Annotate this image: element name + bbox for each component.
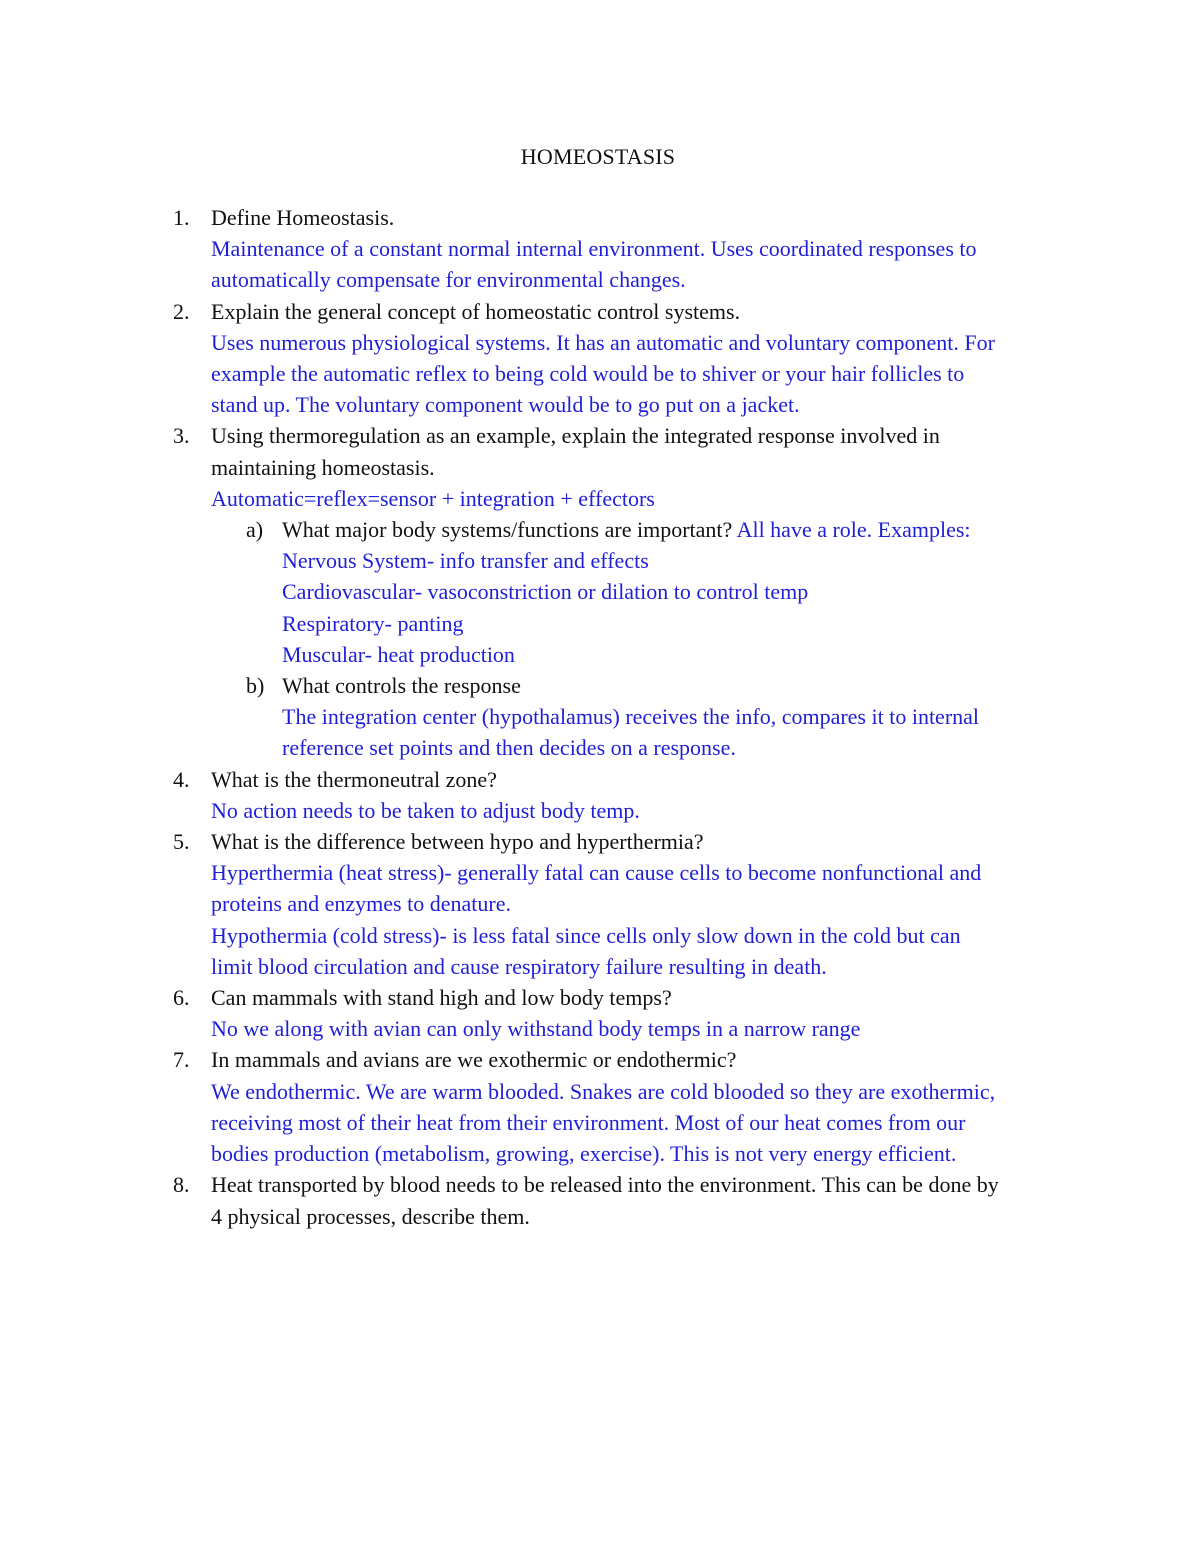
sub-question-list	[211, 514, 1071, 764]
document-title: HOMEOSTASIS	[520, 144, 676, 169]
sub-question-letter: a)	[246, 517, 264, 543]
sub-question-line	[282, 670, 1071, 701]
answer-text: Hyperthermia (heat stress)- generally fatal can cause cells to become nonfunctional and	[211, 860, 982, 886]
question-item	[173, 202, 1071, 296]
question-number: 1.	[173, 205, 190, 230]
answer-text: Respiratory- panting	[282, 610, 464, 636]
answer-text: Maintenance of a constant normal internal environment. Uses coordinated responses to	[211, 236, 977, 262]
question-text: Define Homeostasis.	[211, 205, 395, 230]
answer-text: receiving most of their heat from their environment. Most of our heat comes from our	[211, 1109, 966, 1135]
answer-text: No we along with avian can only withstand body temps in a narrow range	[211, 1016, 861, 1042]
question-text: What is the difference between hypo and hyperthermia?	[211, 829, 704, 855]
answer-text: Automatic=reflex=sensor + integration + effectors	[211, 485, 655, 511]
question-list	[173, 202, 1071, 1232]
question-item	[173, 982, 1071, 1044]
answer-text: automatically compensate for environmental changes.	[211, 267, 686, 293]
answer-text: Muscular- heat production	[282, 641, 515, 667]
question-text: 4 physical processes, describe them.	[211, 1203, 530, 1229]
answer-text: No action needs to be taken to adjust body temp.	[211, 797, 640, 823]
answer-text: We endothermic. We are warm blooded. Snakes are cold blooded so they are exothermic,	[211, 1078, 996, 1104]
sub-question-text: What controls the response	[282, 673, 521, 699]
sub-question-letter: b)	[246, 673, 265, 699]
question-number: 8.	[173, 1172, 190, 1198]
answer-text: The integration center (hypothalamus) receives the info, compares it to internal	[282, 704, 980, 730]
sub-question-line	[282, 514, 1071, 545]
question-text: Can mammals with stand high and low body temps?	[211, 985, 672, 1011]
question-text: Explain the general concept of homeostatic control systems.	[211, 298, 741, 324]
answer-text: example the automatic reflex to being cold would be to shiver or your hair follicles to	[211, 361, 965, 387]
sub-question-text: What major body systems/functions are important?	[282, 517, 733, 543]
question-item	[173, 1169, 1071, 1231]
answer-text: bodies production (metabolism, growing, exercise). This is not very energy efficient.	[211, 1141, 957, 1167]
question-item	[173, 420, 1071, 763]
answer-text: proteins and enzymes to denature.	[211, 891, 511, 917]
question-item	[173, 1044, 1071, 1169]
answer-text: reference set points and then decides on a response.	[282, 735, 736, 761]
question-item	[173, 826, 1071, 982]
sub-question-item	[211, 670, 1071, 764]
question-item	[173, 764, 1071, 826]
question-number: 2.	[173, 298, 190, 324]
question-text: What is the thermoneutral zone?	[211, 766, 497, 792]
sub-question-item	[211, 514, 1071, 670]
question-number: 3.	[173, 423, 190, 449]
question-text: Using thermoregulation as an example, explain the integrated response involved in	[211, 423, 940, 449]
question-item	[173, 296, 1071, 421]
answer-text: limit blood circulation and cause respiratory failure resulting in death.	[211, 953, 827, 979]
answer-text: Cardiovascular- vasoconstriction or dilation to control temp	[282, 579, 809, 605]
answer-text: stand up. The voluntary component would be to go put on a jacket.	[211, 392, 800, 418]
inline-answer-text: All have a role. Examples:	[732, 517, 971, 543]
question-text: Heat transported by blood needs to be released into the environment. This can be done by	[211, 1172, 999, 1198]
answer-text: Nervous System- info transfer and effects	[282, 548, 649, 574]
question-number: 4.	[173, 766, 190, 792]
question-number: 7.	[173, 1047, 190, 1073]
question-text: In mammals and avians are we exothermic or endothermic?	[211, 1047, 737, 1073]
answer-text: Hypothermia (cold stress)- is less fatal since cells only slow down in the cold but can	[211, 922, 961, 948]
question-number: 5.	[173, 829, 190, 855]
question-number: 6.	[173, 985, 190, 1011]
answer-text: Uses numerous physiological systems. It has an automatic and voluntary component. For	[211, 329, 995, 355]
question-text: maintaining homeostasis.	[211, 454, 435, 480]
